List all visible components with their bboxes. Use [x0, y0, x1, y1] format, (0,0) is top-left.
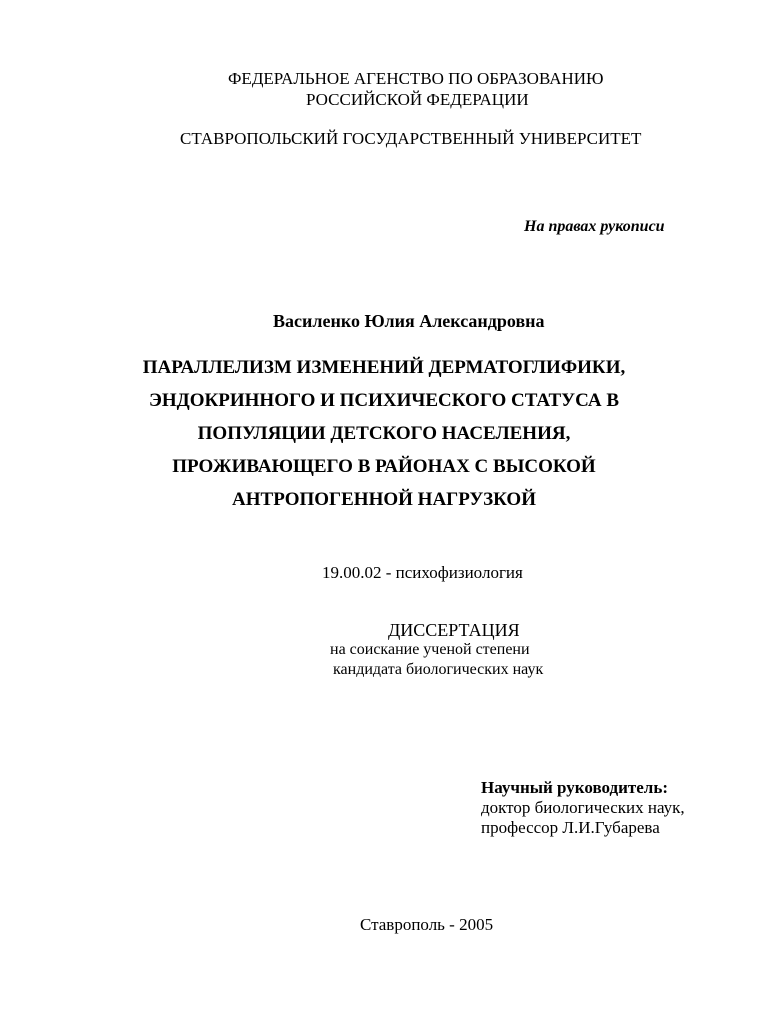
dissertation-title-line-2: ЭНДОКРИННОГО И ПСИХИЧЕСКОГО СТАТУСА В	[148, 390, 620, 411]
author-name: Василенко Юлия Александровна	[273, 311, 545, 331]
dissertation-title-line-3: ПОПУЛЯЦИИ ДЕТСКОГО НАСЕЛЕНИЯ,	[197, 423, 571, 444]
dissertation-title-line-1: ПАРАЛЛЕЛИЗМ ИЗМЕНЕНИЙ ДЕРМАТОГЛИФИКИ,	[142, 357, 626, 378]
specialty-code: 19.00.02 - психофизиология	[322, 563, 523, 582]
supervisor-name: профессор Л.И.Губарева	[481, 818, 660, 837]
supervisor-degree: доктор биологических наук,	[481, 798, 685, 817]
university-name: СТАВРОПОЛЬСКИЙ ГОСУДАРСТВЕННЫЙ УНИВЕРСИТЕТ	[180, 129, 642, 148]
dissertation-heading: ДИССЕРТАЦИЯ	[388, 620, 520, 640]
dissertation-title-line-5: АНТРОПОГЕННОЙ НАГРУЗКОЙ	[232, 489, 536, 510]
manuscript-note: На правах рукописи	[524, 218, 665, 235]
degree-line-1: на соискание ученой степени	[330, 641, 530, 658]
city-year: Ставрополь - 2005	[360, 915, 494, 934]
supervisor-label: Научный руководитель:	[481, 778, 668, 797]
dissertation-title-line-4: ПРОЖИВАЮЩЕГО В РАЙОНАХ С ВЫСОКОЙ	[172, 456, 596, 477]
degree-line-2: кандидата биологических наук	[333, 661, 544, 678]
agency-line-2: РОССИЙСКОЙ ФЕДЕРАЦИИ	[306, 90, 529, 109]
agency-line-1: ФЕДЕРАЛЬНОЕ АГЕНСТВО ПО ОБРАЗОВАНИЮ	[228, 69, 604, 88]
